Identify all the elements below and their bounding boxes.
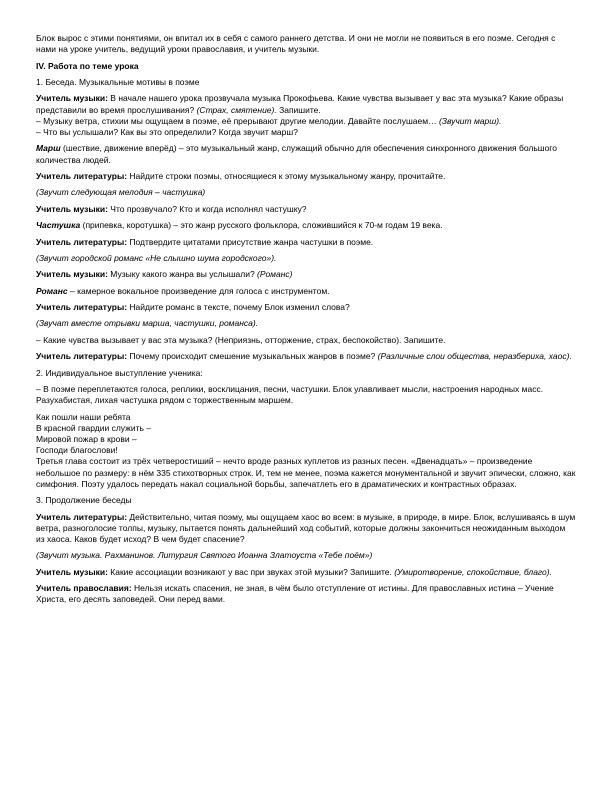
speaker-label: Учитель литературы: (36, 170, 128, 181)
verse-line: Как пошли наши ребята (36, 411, 131, 422)
definition-text: (шествие, движение вперёд) – это музыкальный жанр, служащий обычно для обеспечения синхронного движения большого количества людей. (36, 143, 557, 165)
paragraph-text: Нельзя искать спасения, не зная, в чём было отступление от истины. Для православных истина – Учение Христа, его десять заповедей. Они перед вами. (36, 583, 554, 605)
paragraph-text: Действительно, читая поэму, мы ощущаем хаос во всем: в музыке, в природе, в мире. Блок, вслушиваясь в шум ветра, разноголосие толпы, музыку, пытается понять дальнейший ход событий, которые должны закончиться неожиданным выходом из хаоса. Каков будет исход? В чем будет спасение? (36, 511, 576, 545)
subsection-3-title: 3. Продолжение беседы (36, 495, 132, 506)
section-title: IV. Работа по теме урока (36, 60, 139, 71)
paragraph-music-teacher-2 (36, 204, 576, 215)
subsection-1-title: 1. Беседа. Музыкальные мотивы в поэме (36, 76, 200, 87)
speaker-label: Учитель музыки: (36, 566, 108, 577)
paragraph-text: – Музыку ветра, стихии мы ощущаем в поэме, её прерывают другие мелодии. Давайте послушаем… (36, 115, 439, 126)
speaker-label: Учитель православия: (36, 583, 132, 594)
verse-line: В красной гвардии служить – (36, 422, 151, 433)
answer-italic: (Умиротворение, спокойствие, благо). (394, 566, 552, 577)
paragraph-text: Что прозвучало? Кто и когда исполнял частушку? (107, 203, 307, 214)
speaker-label: Учитель литературы: (36, 302, 128, 313)
paragraph-literature-teacher-2 (36, 237, 576, 248)
definition-text: (припевка, коротушка) – это жанр русского фольклора, сложившийся к 70-м годам 19 века. (80, 220, 443, 231)
term-label: Частушка (36, 220, 81, 231)
definition-text: – камерное вокальное произведение для голоса с инструментом. (67, 285, 330, 296)
paragraph-third-chapter: Третья глава состоит из трёх четверостиший – нечто вроде разных куплетов из разных песен. «Двенадцать» – произведение небольшое по размеру: в нём 335 стихотворных строк. И, тем не менее, поэма кажется монументальной и звучит эпически, сложно, как симфония. Поэту удалось передать накал социальной борьбы, запечатлеть его в драматических и контрастных образах. (36, 456, 576, 489)
subsection-2-title: 2. Индивидуальное выступление ученика: (36, 367, 203, 378)
paragraph-student-speech: – В поэме переплетаются голоса, реплики, восклицания, песни, частушки. Блок улавливает мысли, настроения народных масс. Разухабистая, лихая частушка рядом с торжественным маршем. (36, 384, 544, 406)
paragraph-text: Музыку какого жанра вы услышали? (107, 269, 258, 280)
stage-direction: (Звучит марш). (438, 115, 502, 126)
term-label: Романс (36, 285, 68, 296)
paragraph-literature-teacher-1 (36, 171, 576, 182)
speaker-label: Учитель литературы: (36, 351, 128, 362)
answer-italic: (Романс) (257, 269, 293, 280)
paragraph-text: Найдите строки поэмы, относящиеся к этому музыкальному жанру, прочитайте. (127, 170, 446, 181)
answer-italic: (Различные слои общества, неразбериха, хаос). (377, 351, 572, 362)
paragraph-text: – Что вы услышали? Как вы это определили? Когда звучит марш? (36, 126, 298, 137)
document-page (36, 33, 576, 611)
speaker-label: Учитель музыки: (36, 93, 108, 104)
paragraph-text: В начале нашего урока прозвучала музыка Прокофьева. Какие чувства вызывает у вас эта музыка? Какие образы представили во время прослушивания? (36, 93, 564, 115)
stage-direction-romance: (Звучит городской романс «Не слышно шума городского»). (36, 252, 277, 263)
definition-march (36, 143, 576, 165)
stage-direction-mix: (Звучат вместе отрывки марша, частушки, романса). (36, 318, 259, 329)
definition-romance (36, 286, 576, 297)
speaker-label: Учитель музыки: (36, 203, 108, 214)
verse-line: Господи благослови! (36, 445, 118, 456)
paragraph-literature-teacher-5 (36, 512, 576, 546)
poem-verse (36, 412, 576, 457)
paragraph-intro: Блок вырос с этими понятиями, он впитал их в себя с самого раннего детства. И они не могли не появиться в его поэме. Сегодня с нами на уроке учитель, ведущий уроки православия, и учитель музыки. (36, 33, 556, 55)
definition-chastushka (36, 220, 576, 231)
paragraph-music-teacher-4 (36, 567, 576, 578)
stage-direction-rachmaninov: (Звучит музыка. Рахманинов. Литургия Святого Иоанна Златоуста «Тебе поём») (36, 550, 373, 561)
paragraph-music-teacher-1 (36, 93, 576, 138)
speaker-label: Учитель литературы: (36, 511, 128, 522)
paragraph-text: Подтвердите цитатами присутствие жанра частушки в поэме. (127, 236, 374, 247)
paragraph-question-feelings: – Какие чувства вызывает у вас эта музыка? (Неприязнь, отторжение, страх, беспокойство). Запишите. (36, 334, 446, 345)
verse-line: Мировой пожар в крови – (36, 434, 137, 445)
paragraph-literature-teacher-4 (36, 351, 576, 362)
paragraph-orthodoxy-teacher (36, 583, 576, 605)
paragraph-text: Запишите. (276, 104, 321, 115)
speaker-label: Учитель литературы: (36, 236, 128, 247)
paragraph-text: Найдите романс в тексте, почему Блок изменил слова? (127, 302, 350, 313)
speaker-label: Учитель музыки: (36, 269, 108, 280)
stage-direction-chastushka: (Звучит следующая мелодия – частушка) (36, 187, 206, 198)
term-label: Марш (36, 143, 61, 154)
paragraph-music-teacher-3 (36, 269, 576, 280)
paragraph-literature-teacher-3 (36, 302, 576, 313)
paragraph-text: Какие ассоциации возникают у вас при звуках этой музыки? Запишите. (107, 566, 395, 577)
paragraph-text: Почему происходит смешение музыкальных жанров в поэме? (127, 351, 378, 362)
answer-italic: (Страх, смятение). (196, 104, 277, 115)
